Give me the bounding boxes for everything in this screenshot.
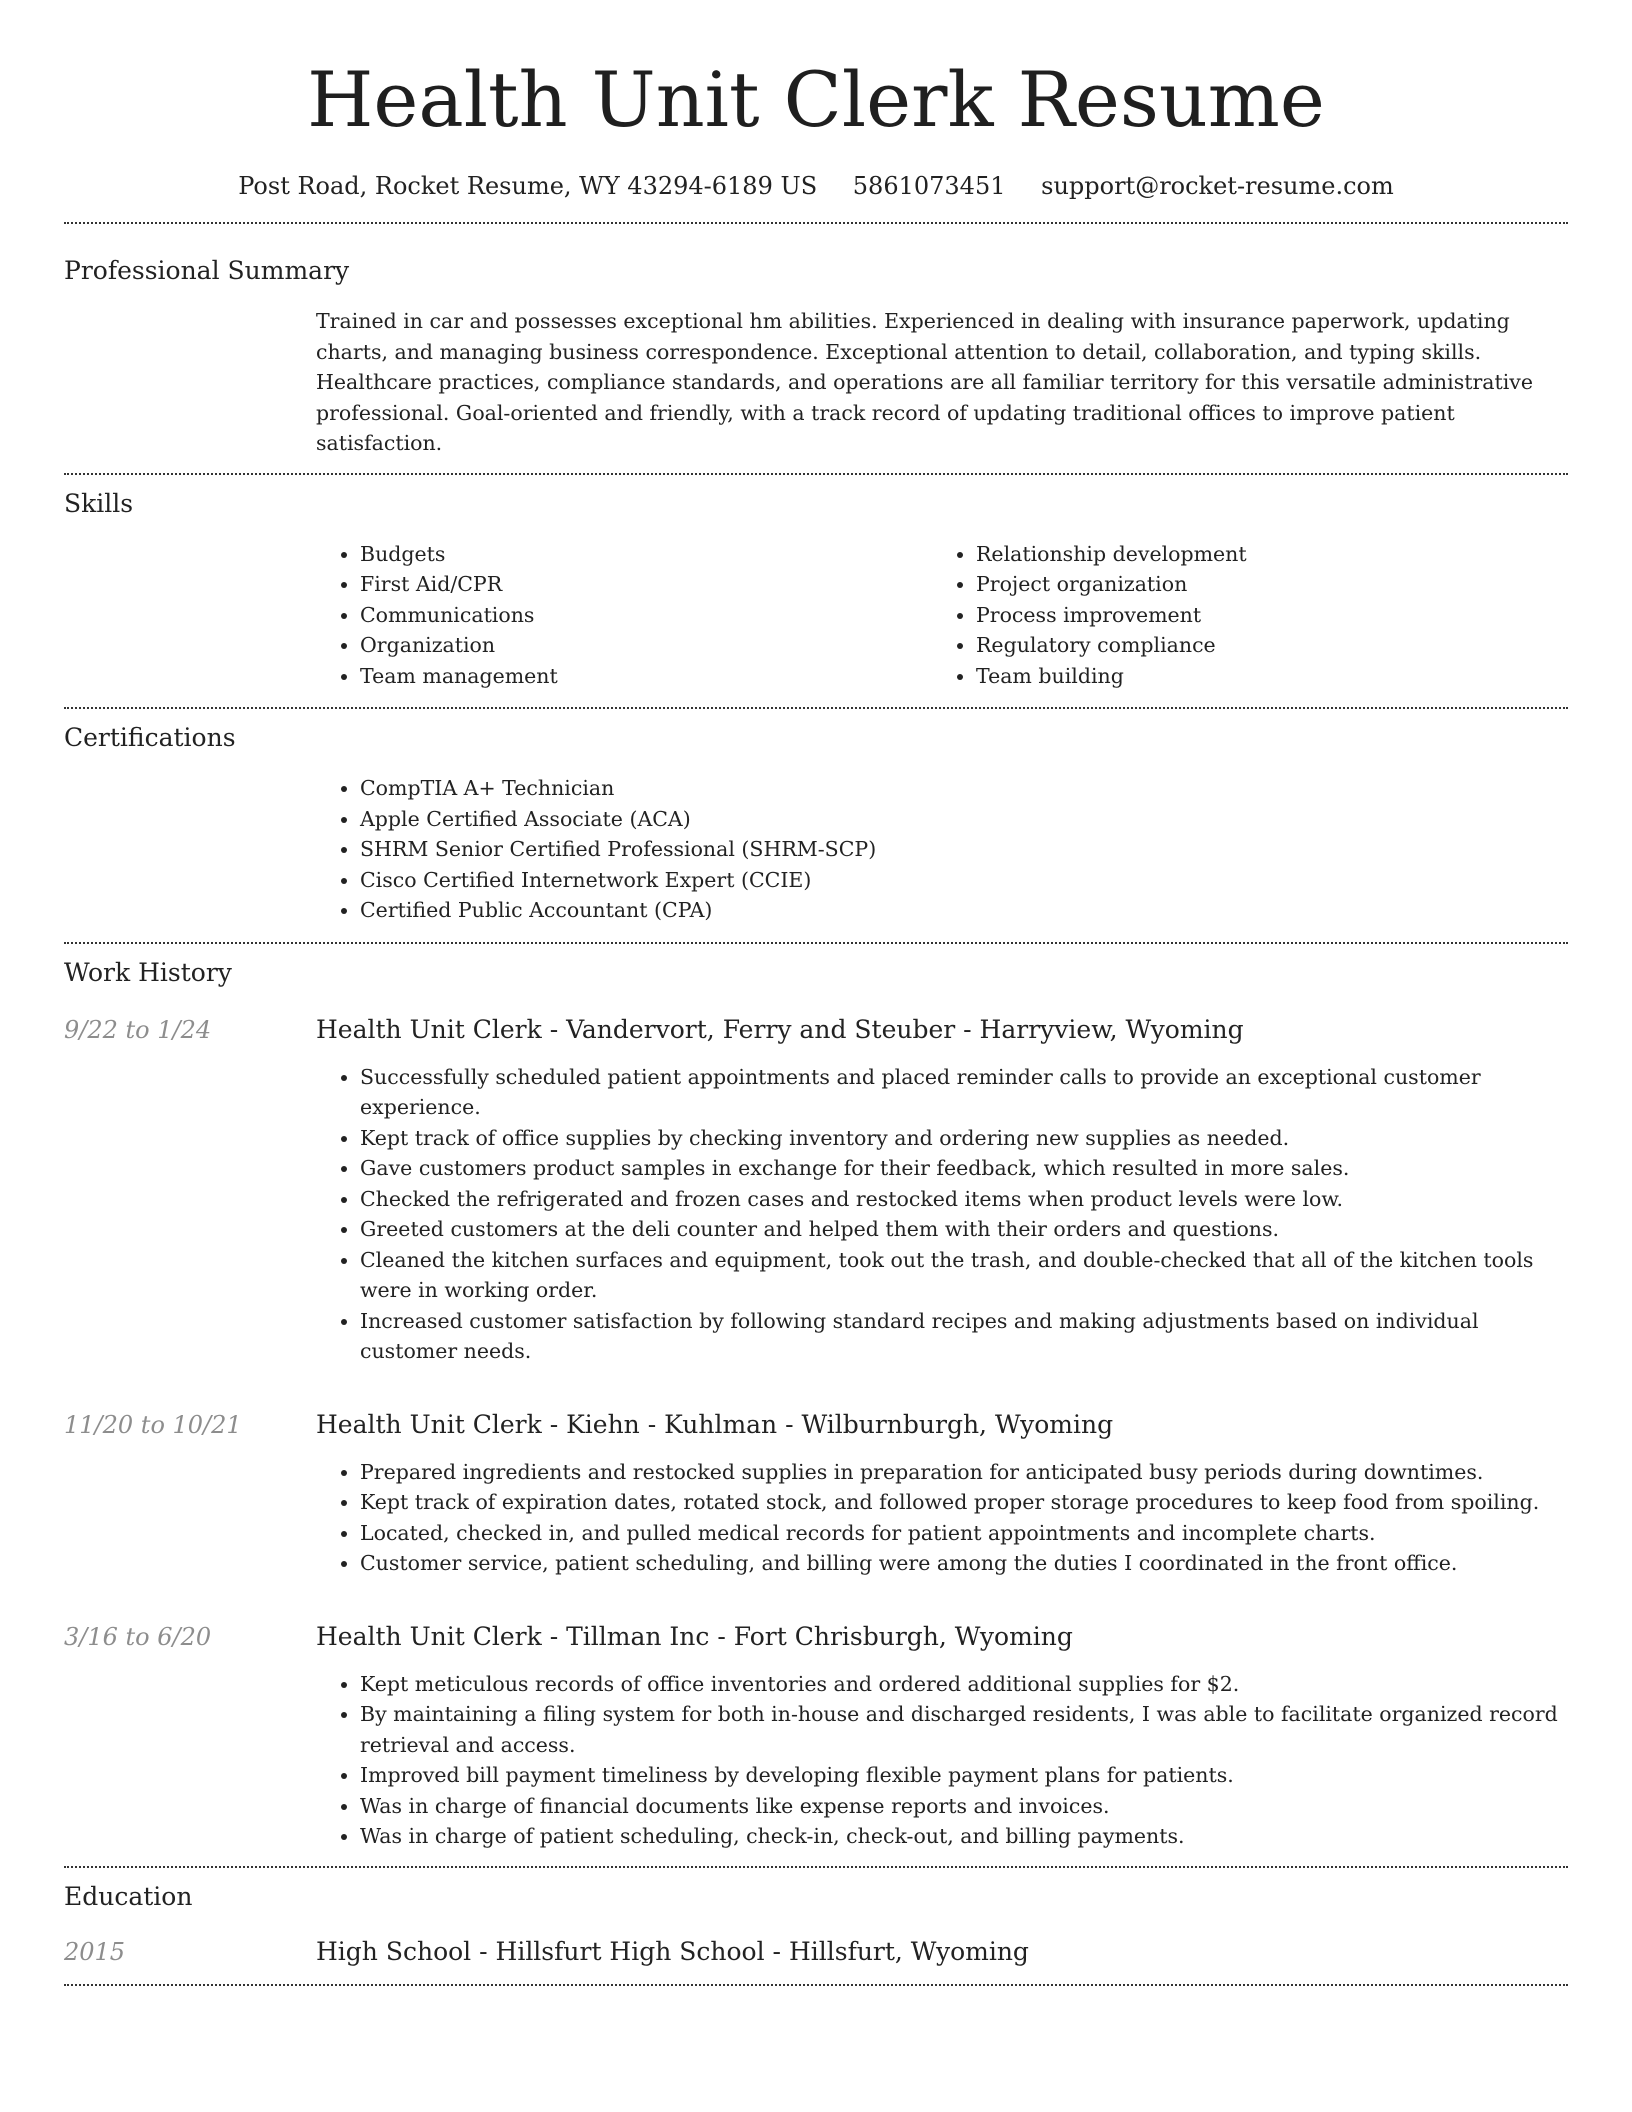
- contact-line: [64, 170, 1568, 202]
- job-bullet: • Successfully scheduled patient appointments and placed reminder calls to provide an exceptional customer experience.: [360, 1062, 1568, 1123]
- skill-item: • First Aid/CPR: [360, 569, 932, 600]
- job-date: 3/16 to 6/20: [64, 1622, 212, 1651]
- job-bullet: • Located, checked in, and pulled medical records for patient appointments and incomplete charts.: [360, 1518, 1568, 1549]
- job-bullets: [316, 1062, 1568, 1367]
- page-title: Health Unit Clerk Resume: [307, 55, 1325, 144]
- job-bullet: • Customer service, patient scheduling, and billing were among the duties I coordinated in the front office.: [360, 1548, 1568, 1579]
- section-title-summary: Professional Summary: [64, 256, 350, 285]
- certification-item: • SHRM Senior Certified Professional (SHRM-SCP): [360, 834, 1568, 865]
- certification-item: • Certified Public Accountant (CPA): [360, 895, 1568, 926]
- contact-phone: 5861073451: [852, 172, 1006, 200]
- job-bullet: • Kept meticulous records of office inventories and ordered additional supplies for $2.: [360, 1669, 1568, 1700]
- job-bullet: • Checked the refrigerated and frozen cases and restocked items when product levels were low.: [360, 1184, 1568, 1215]
- job-bullet: • Greeted customers at the deli counter and helped them with their orders and questions.: [360, 1214, 1568, 1245]
- job-bullets: [316, 1457, 1568, 1579]
- section-title-certifications: Certifications: [64, 723, 236, 752]
- job-bullet: • Increased customer satisfaction by following standard recipes and making adjustments based on individual customer needs.: [360, 1306, 1568, 1367]
- job-bullet: • Was in charge of financial documents like expense reports and invoices.: [360, 1791, 1568, 1822]
- certification-item: • Apple Certified Associate (ACA): [360, 804, 1568, 835]
- education-entry: [64, 1936, 1568, 1968]
- job-date: 9/22 to 1/24: [64, 1015, 212, 1044]
- skill-item: • Team building: [976, 661, 1548, 692]
- divider: [64, 1984, 1568, 1986]
- job-entry: [64, 1409, 1568, 1579]
- education-date: 2015: [64, 1937, 126, 1966]
- skill-item: • Regulatory compliance: [976, 630, 1548, 661]
- job-entry: [64, 1014, 1568, 1367]
- job-bullet: • Improved bill payment timeliness by developing flexible payment plans for patients.: [360, 1760, 1568, 1791]
- education-title: High School - Hillsfurt High School - Hillsfurt, Wyoming: [316, 1936, 1029, 1966]
- job-date: 11/20 to 10/21: [64, 1410, 242, 1439]
- summary-section: [64, 224, 1568, 473]
- skills-list-left: [316, 539, 932, 692]
- skill-item: • Team management: [360, 661, 932, 692]
- skills-section: [64, 475, 1568, 708]
- job-bullet: • Prepared ingredients and restocked supplies in preparation for anticipated busy periods during downtimes.: [360, 1457, 1568, 1488]
- job-bullet: • Cleaned the kitchen surfaces and equipment, took out the trash, and double-checked that all of the kitchen tools were in working order.: [360, 1245, 1568, 1306]
- job-bullet: • Kept track of expiration dates, rotated stock, and followed proper storage procedures to keep food from spoiling.: [360, 1487, 1568, 1518]
- resume-header: [64, 0, 1568, 202]
- skill-item: • Process improvement: [976, 600, 1548, 631]
- education-section: [64, 1868, 1568, 1984]
- job-title: Health Unit Clerk - Vandervort, Ferry and Steuber - Harryview, Wyoming: [316, 1014, 1244, 1044]
- summary-text: Trained in car and possesses exceptional hm abilities. Experienced in dealing with insurance paperwork, updating charts, and managing business correspondence. Exceptional attention to detail, collaboration, and typing skills. Healthcare practices, compliance standards, and operations are all familiar territory for this versatile administrative professional. Goal-oriented and friendly, with a track record of updating traditional offices to improve patient satisfaction.: [316, 309, 1533, 455]
- contact-email: support@rocket-resume.com: [1041, 172, 1394, 200]
- certifications-list: [316, 773, 1568, 926]
- contact-address: Post Road, Rocket Resume, WY 43294-6189 US: [238, 172, 818, 200]
- skill-item: • Communications: [360, 600, 932, 631]
- job-entry: [64, 1621, 1568, 1852]
- section-title-work: Work History: [64, 957, 232, 987]
- section-title-education: Education: [64, 1881, 193, 1911]
- skill-item: • Relationship development: [976, 539, 1548, 570]
- section-title-skills: Skills: [64, 488, 134, 518]
- job-title: Health Unit Clerk - Tillman Inc - Fort Chrisburgh, Wyoming: [316, 1621, 1073, 1651]
- skills-list-right: [932, 539, 1548, 692]
- skill-item: • Project organization: [976, 569, 1548, 600]
- certification-item: • Cisco Certified Internetwork Expert (CCIE): [360, 865, 1568, 896]
- skill-item: • Organization: [360, 630, 932, 661]
- work-history-section: [64, 944, 1568, 1866]
- job-bullet: • By maintaining a filing system for both in-house and discharged residents, I was able to facilitate organized record retrieval and access.: [360, 1699, 1568, 1760]
- job-bullet: • Gave customers product samples in exchange for their feedback, which resulted in more sales.: [360, 1153, 1568, 1184]
- certifications-section: [64, 709, 1568, 942]
- job-bullet: • Was in charge of patient scheduling, check-in, check-out, and billing payments.: [360, 1821, 1568, 1852]
- job-bullets: [316, 1669, 1568, 1852]
- certification-item: • CompTIA A+ Technician: [360, 773, 1568, 804]
- job-bullet: • Kept track of office supplies by checking inventory and ordering new supplies as needed.: [360, 1123, 1568, 1154]
- job-title: Health Unit Clerk - Kiehn - Kuhlman - Wilburnburgh, Wyoming: [316, 1409, 1114, 1439]
- skill-item: • Budgets: [360, 539, 932, 570]
